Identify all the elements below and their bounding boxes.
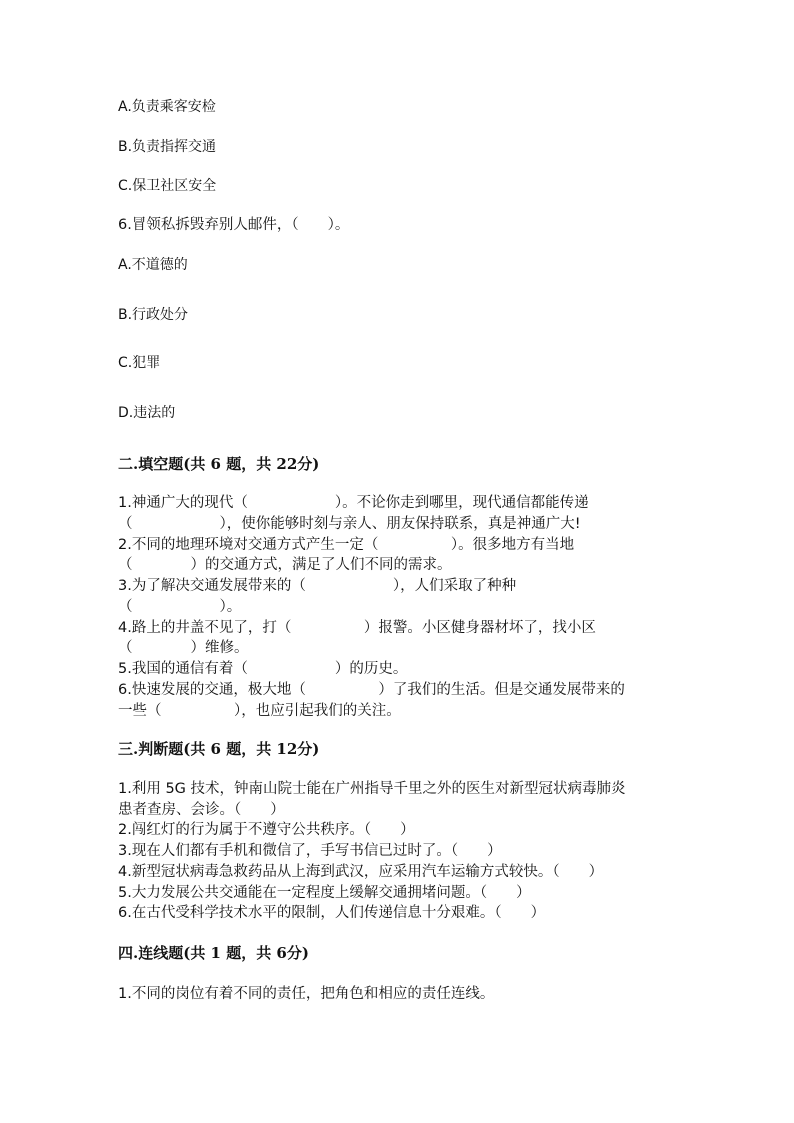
fill-line: 3.为了解决交通发展带来的（ ），人们采取了种种 — [118, 578, 517, 594]
fill-line: 一些（ ），也应引起我们的关注。 — [118, 703, 401, 719]
option-b: B.行政处分 — [118, 307, 189, 323]
option-b: B.负责指挥交通 — [118, 139, 217, 155]
option-c: C.保卫社区安全 — [118, 178, 217, 194]
option-a: A.不道德的 — [118, 257, 188, 273]
match-line: 1.不同的岗位有着不同的责任，把角色和相应的责任连线。 — [118, 986, 495, 1002]
judge-line: 2.闯红灯的行为属于不遵守公共秩序。（ ） — [118, 822, 415, 838]
section-heading-fill: 二.填空题(共 6 题，共 22分) — [118, 455, 320, 473]
fill-line: （ ），使你能够时刻与亲人、朋友保持联系，真是神通广大! — [118, 516, 581, 532]
fill-line: 4.路上的井盖不见了，打（ ）报警。小区健身器材坏了，找小区 — [118, 620, 596, 636]
question-6-stem: 6.冒领私拆毁弃别人邮件，（ ）。 — [118, 217, 350, 233]
fill-line: 6.快速发展的交通，极大地（ ）了我们的生活。但是交通发展带来的 — [118, 682, 625, 698]
fill-line: 5.我国的通信有着（ ）的历史。 — [118, 661, 408, 677]
fill-line: （ ）的交通方式，满足了人们不同的需求。 — [118, 557, 452, 573]
judge-line: 患者查房、会诊。（ ） — [118, 802, 285, 818]
fill-line: （ ）。 — [118, 599, 242, 615]
fill-line: 2.不同的地理环境对交通方式产生一定（ ）。很多地方有当地 — [118, 537, 575, 553]
fill-line: （ ）维修。 — [118, 640, 249, 656]
option-a: A.负责乘客安检 — [118, 99, 216, 115]
judge-line: 5.大力发展公共交通能在一定程度上缓解交通拥堵问题。（ ） — [118, 885, 531, 901]
section-heading-match: 四.连线题(共 1 题，共 6分) — [118, 944, 309, 962]
option-c: C.犯罪 — [118, 355, 161, 371]
judge-line: 4.新型冠状病毒急救药品从上海到武汉，应采用汽车运输方式较快。（ ） — [118, 864, 604, 880]
judge-line: 3.现在人们都有手机和微信了，手写书信已过时了。（ ） — [118, 843, 502, 859]
fill-line: 1.神通广大的现代（ ）。不论你走到哪里，现代通信都能传递 — [118, 495, 589, 511]
judge-line: 6.在古代受科学技术水平的限制，人们传递信息十分艰难。（ ） — [118, 905, 546, 921]
option-d: D.违法的 — [118, 405, 176, 421]
judge-line: 1.利用 5G 技术，钟南山院士能在广州指导千里之外的医生对新型冠状病毒肺炎 — [118, 781, 626, 797]
section-heading-judge: 三.判断题(共 6 题，共 12分) — [118, 740, 320, 758]
